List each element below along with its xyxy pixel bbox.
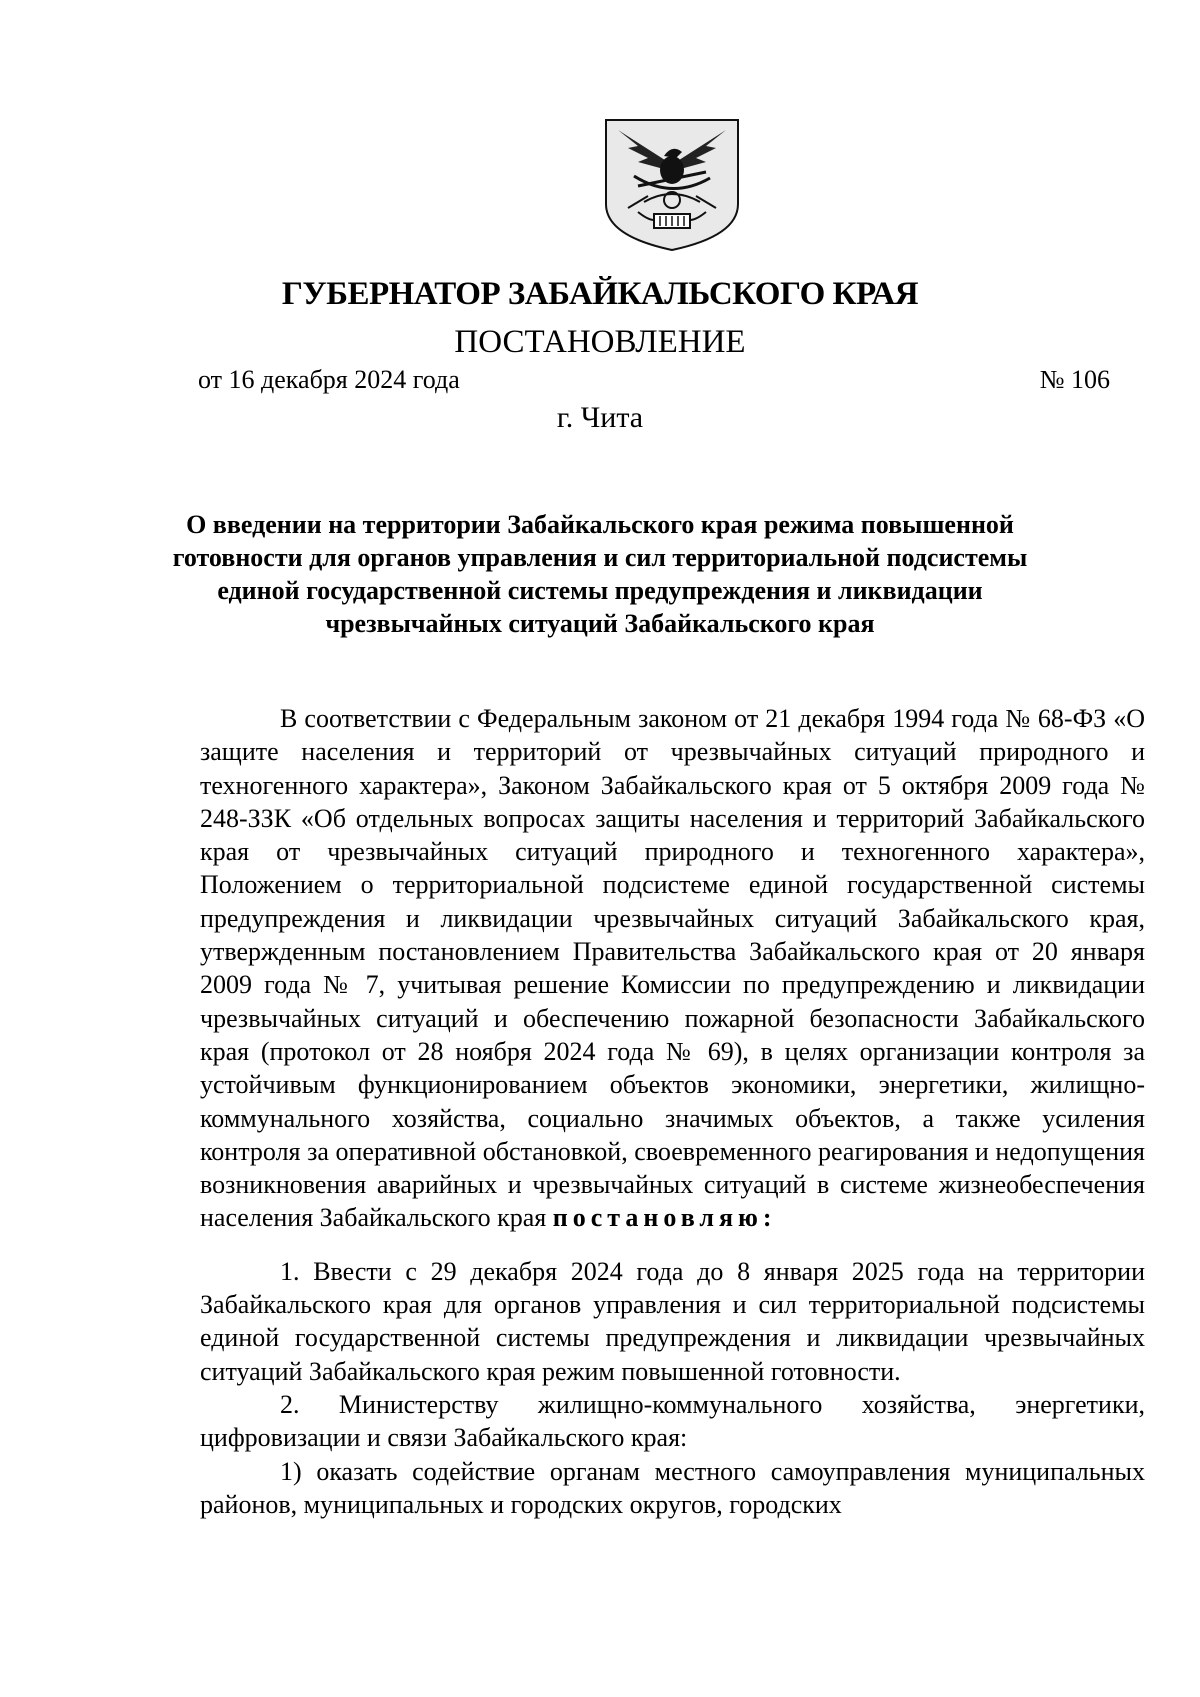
preamble-text: В соответствии с Федеральным законом от 21 декабря 1994 года № 68-ФЗ «О защите населения и территорий от чрезвычайных ситуаций природного и техногенного характера», Законом Забайкальского края от 5 октября 2009 года № 248-ЗЗК «Об отдельных вопросах защиты населения и территорий Забайкальского края от чрезвычайных ситуаций природного и техногенного характера», Положением о территориальной подсистеме единой государственной системы предупреждения и ликвидации чрезвычайных ситуаций Забайкальского края, утвержденным постановлением Правительства Забайкальского края от 20 января 2009 года № 7, учитывая решение Комиссии по предупреждению и ликвидации чрезвычайных ситуаций и обеспечению пожарной безопасности Забайкальского края (протокол от 28 ноября 2024 года № 69), в целях организации контроля за устойчивым функционированием объектов экономики, энергетики, жилищно-коммунального хозяйства, социально значимых объектов, а также усиления контроля за оперативной обстановкой, своевременного реагирования и недопущения возникновения аварийных и чрезвычайных ситуаций в системе жизнеобеспечения населения Забайкальского края bbox=[200, 704, 1145, 1233]
coat-of-arms-icon bbox=[598, 116, 746, 252]
preamble-paragraph bbox=[200, 702, 1145, 1235]
document-date: от 16 декабря 2024 года bbox=[198, 365, 460, 394]
document-number: № 106 bbox=[1039, 365, 1110, 394]
document-body bbox=[200, 702, 1145, 1521]
item-2-1-paragraph: 1) оказать содействие органам местного самоуправления муниципальных районов, муниципальных и городских округов, городских bbox=[200, 1456, 1145, 1519]
authority-heading: ГУБЕРНАТОР ЗАБАЙКАЛЬСКОГО КРАЯ bbox=[281, 276, 919, 312]
document-city: г. Чита bbox=[556, 401, 644, 434]
item-2-paragraph: 2. Министерству жилищно-коммунального хозяйства, энергетики, цифровизации и связи Забайкальского края: bbox=[200, 1389, 1145, 1453]
document-title: О введении на территории Забайкальского края режима повышенной готовности для органов управления и сил территориальной подсистемы единой государственной системы предупреждения и ликвидации чрезвычайных ситуаций Забайкальского края bbox=[172, 510, 1028, 638]
decree-word: постановляю: bbox=[552, 1203, 777, 1233]
item-1-paragraph: 1. Ввести с 29 декабря 2024 года до 8 января 2025 года на территории Забайкальского края для органов управления и сил территориальной подсистемы единой государственной системы предупреждения и ликвидации чрезвычайных ситуаций Забайкальского края режим повышенной готовности. bbox=[200, 1256, 1145, 1386]
document-type: ПОСТАНОВЛЕНИЕ bbox=[454, 324, 746, 360]
